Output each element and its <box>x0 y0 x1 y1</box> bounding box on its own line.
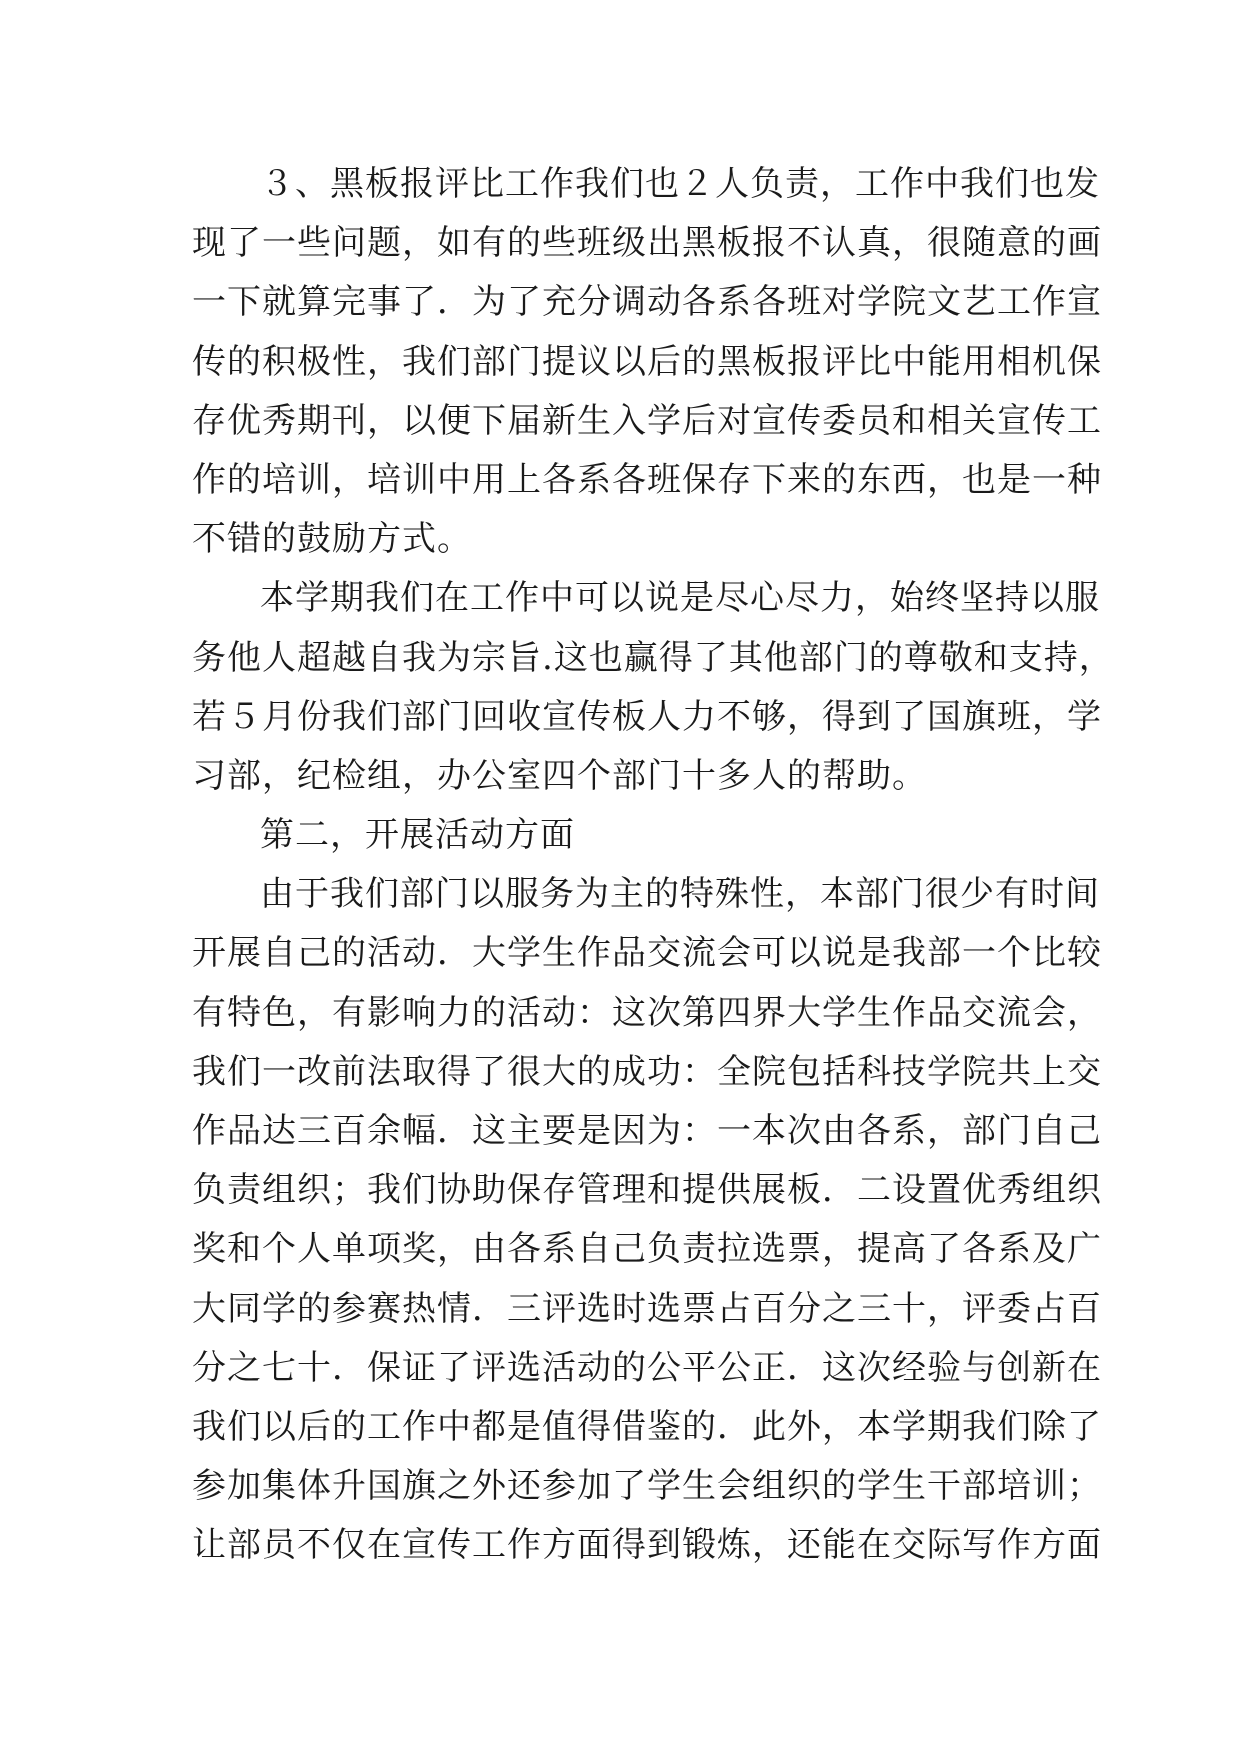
text-line: 我们以后的工作中都是值得借鉴的．此外，本学期我们除了 <box>192 1406 1102 1447</box>
text-line: 本学期我们在工作中可以说是尽心尽力，始终坚持以服 <box>260 578 1100 619</box>
text-line: 存优秀期刊，以便下届新生入学后对宣传委员和相关宣传工 <box>192 400 1102 441</box>
text-line: 由于我们部门以服务为主的特殊性，本部门很少有时间 <box>260 874 1100 915</box>
document-body <box>192 155 1114 1576</box>
text-line: 大同学的参赛热情．三评选时选票占百分之三十，评委占百 <box>192 1288 1102 1329</box>
text-line: 我们一改前法取得了很大的成功：全院包括科技学院共上交 <box>192 1051 1102 1092</box>
section-heading-activities <box>192 806 1054 865</box>
text-line: 有特色，有影响力的活动：这次第四界大学生作品交流会， <box>192 992 1102 1033</box>
section-heading: 第二，开展活动方面 <box>260 815 575 856</box>
text-line: 作的培训，培训中用上各系各班保存下来的东西，也是一种 <box>192 459 1102 500</box>
text-line: 一下就算完事了．为了充分调动各系各班对学院文艺工作宣 <box>192 282 1102 323</box>
text-line: 习部，纪检组，办公室四个部门十多人的帮助。 <box>192 755 927 796</box>
text-line: 若５月份我们部门回收宣传板人力不够，得到了国旗班，学 <box>192 696 1102 737</box>
text-line: 开展自己的活动．大学生作品交流会可以说是我部一个比较 <box>192 933 1102 974</box>
text-line: 分之七十．保证了评选活动的公平公正．这次经验与创新在 <box>192 1347 1102 1388</box>
text-line: 让部员不仅在宣传工作方面得到锻炼，还能在交际写作方面 <box>192 1525 1102 1566</box>
text-line: 奖和个人单项奖，由各系自己负责拉选票，提高了各系及广 <box>192 1229 1102 1270</box>
text-line: ３、黑板报评比工作我们也２人负责，工作中我们也发 <box>260 164 1100 204</box>
text-line: 作品达三百余幅．这主要是因为：一本次由各系，部门自己 <box>192 1111 1102 1151</box>
text-line: 务他人超越自我为宗旨.这也赢得了其他部门的尊敬和支持， <box>192 637 1114 678</box>
text-line: 现了一些问题，如有的些班级出黑板报不认真，很随意的画 <box>192 223 1102 264</box>
text-line: 不错的鼓励方式。 <box>192 519 472 560</box>
paragraph-activities <box>192 865 1102 1575</box>
text-line: 负责组织；我们协助保存管理和提供展板．二设置优秀组织 <box>192 1170 1102 1211</box>
text-line: 参加集体升国旗之外还参加了学生会组织的学生干部培训； <box>192 1466 1102 1507</box>
text-line: 传的积极性，我们部门提议以后的黑板报评比中能用相机保 <box>192 341 1102 382</box>
paragraph-blackboard-review <box>192 155 1102 569</box>
paragraph-semester-summary <box>192 569 1114 806</box>
